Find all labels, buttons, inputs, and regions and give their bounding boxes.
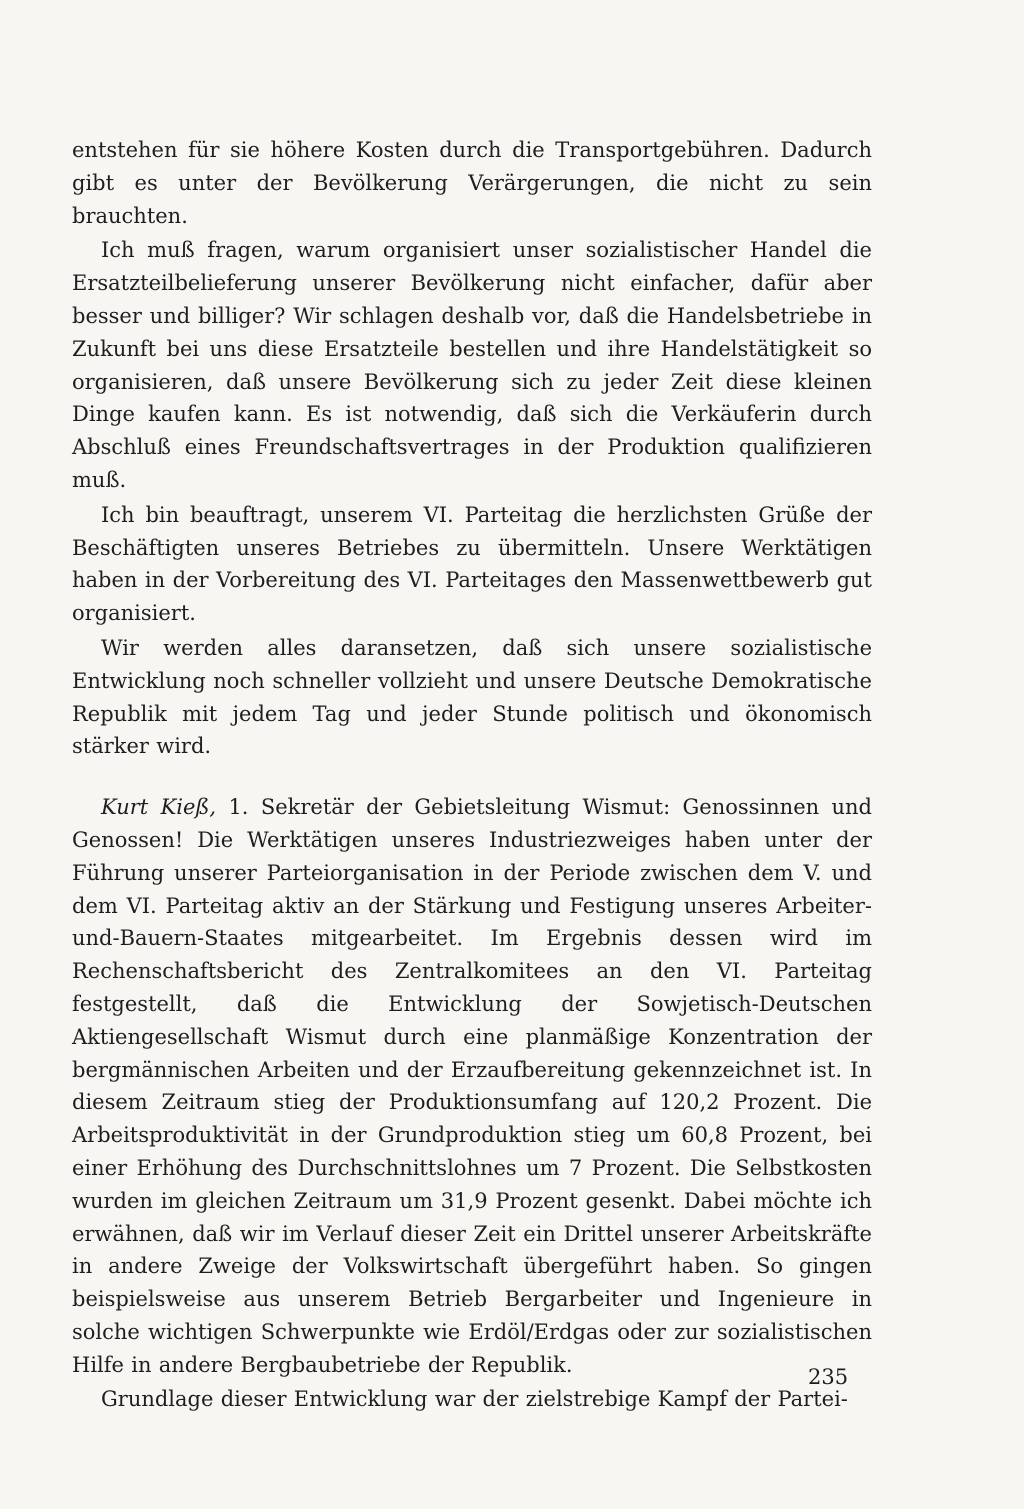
paragraph-6-text: Grundlage dieser Entwicklung war der zielstrebige Kampf der Partei- bbox=[101, 1387, 848, 1412]
speech-paragraph bbox=[72, 791, 872, 1381]
paragraph-1 bbox=[72, 134, 872, 232]
speech-text: 1. Sekretär der Gebietsleitung Wismut: Genossinnen und Genossen! Die Werktätigen unseres Industriezweiges haben unter der Führung unserer Parteiorganisation in der Periode zwischen dem V. und dem VI. Parteitag aktiv an der Stärkung und Festigung unseres Arbeiter-und-Bauern-Staates mitgearbeitet. Im Ergebnis dessen wird im Rechenschaftsbericht des Zentralkomitees an den VI. Parteitag festgestellt, daß die Entwicklung der Sowjetisch-Deutschen Aktiengesellschaft Wismut durch eine planmäßige Konzentration der bergmännischen Arbeiten und der Erzaufbereitung gekennzeichnet ist. In diesem Zeitraum stieg der Produktionsumfang auf 120,2 Prozent. Die Arbeitsproduktivität in der Grundproduktion stieg um 60,8 Prozent, bei einer Erhöhung des Durchschnittslohnes um 7 Prozent. Die Selbstkosten wurden im gleichen Zeitraum um 31,9 Prozent gesenkt. Dabei möchte ich erwähnen, daß wir im Verlauf dieser Zeit ein Drittel unserer Arbeitskräfte in andere Zweige der Volkswirtschaft übergeführt haben. So gingen beispielsweise aus unserem Betrieb Bergarbeiter und Ingenieure in solche wichtigen Schwerpunkte wie Erdöl/Erdgas oder zur sozialistischen Hilfe in andere Bergbaubetriebe der Republik. bbox=[72, 795, 872, 1377]
paragraph-4-text: Wir werden alles daransetzen, daß sich unsere sozialistische Entwicklung noch schneller vollzieht und unsere Deutsche Demokratische Republik mit jedem Tag und jeder Stunde politisch und ökonomisch stärker wird. bbox=[72, 635, 872, 759]
paragraph-2-text: Ich muß fragen, warum organisiert unser sozialistischer Handel die Ersatzteilbelieferung unserer Bevölkerung nicht einfacher, dafür aber besser und billiger? Wir schlagen deshalb vor, daß die Handelsbetriebe in Zukunft bei uns diese Ersatzteile bestellen und ihre Handelstätigkeit so organisieren, daß unsere Bevölkerung sich zu jeder Zeit diese kleinen Dinge kaufen kann. Es ist notwendig, daß sich die Verkäuferin durch Abschluß eines Freundschaftsvertrages in der Produktion qualifizieren muß. bbox=[72, 238, 872, 492]
paragraph-2 bbox=[72, 234, 872, 496]
page-number: 235 bbox=[808, 1365, 849, 1389]
speaker-name: Kurt Kieß, bbox=[101, 795, 217, 820]
paragraph-4 bbox=[72, 632, 872, 763]
paragraph-3-text: Ich bin beauftragt, unserem VI. Parteitag die herzlichsten Grüße der Beschäftigten unseres Betriebes zu übermitteln. Unsere Werktätigen haben in der Vorbereitung des VI. Parteitages den Massenwettbewerb gut organisiert. bbox=[72, 502, 872, 626]
paragraph-1-text: entstehen für sie höhere Kosten durch die Transportgebühren. Dadurch gibt es unter der Bevölkerung Verärgerungen, die nicht zu sein brauchten. bbox=[72, 138, 872, 228]
paragraph-6 bbox=[72, 1383, 872, 1416]
paragraph-3 bbox=[72, 499, 872, 630]
